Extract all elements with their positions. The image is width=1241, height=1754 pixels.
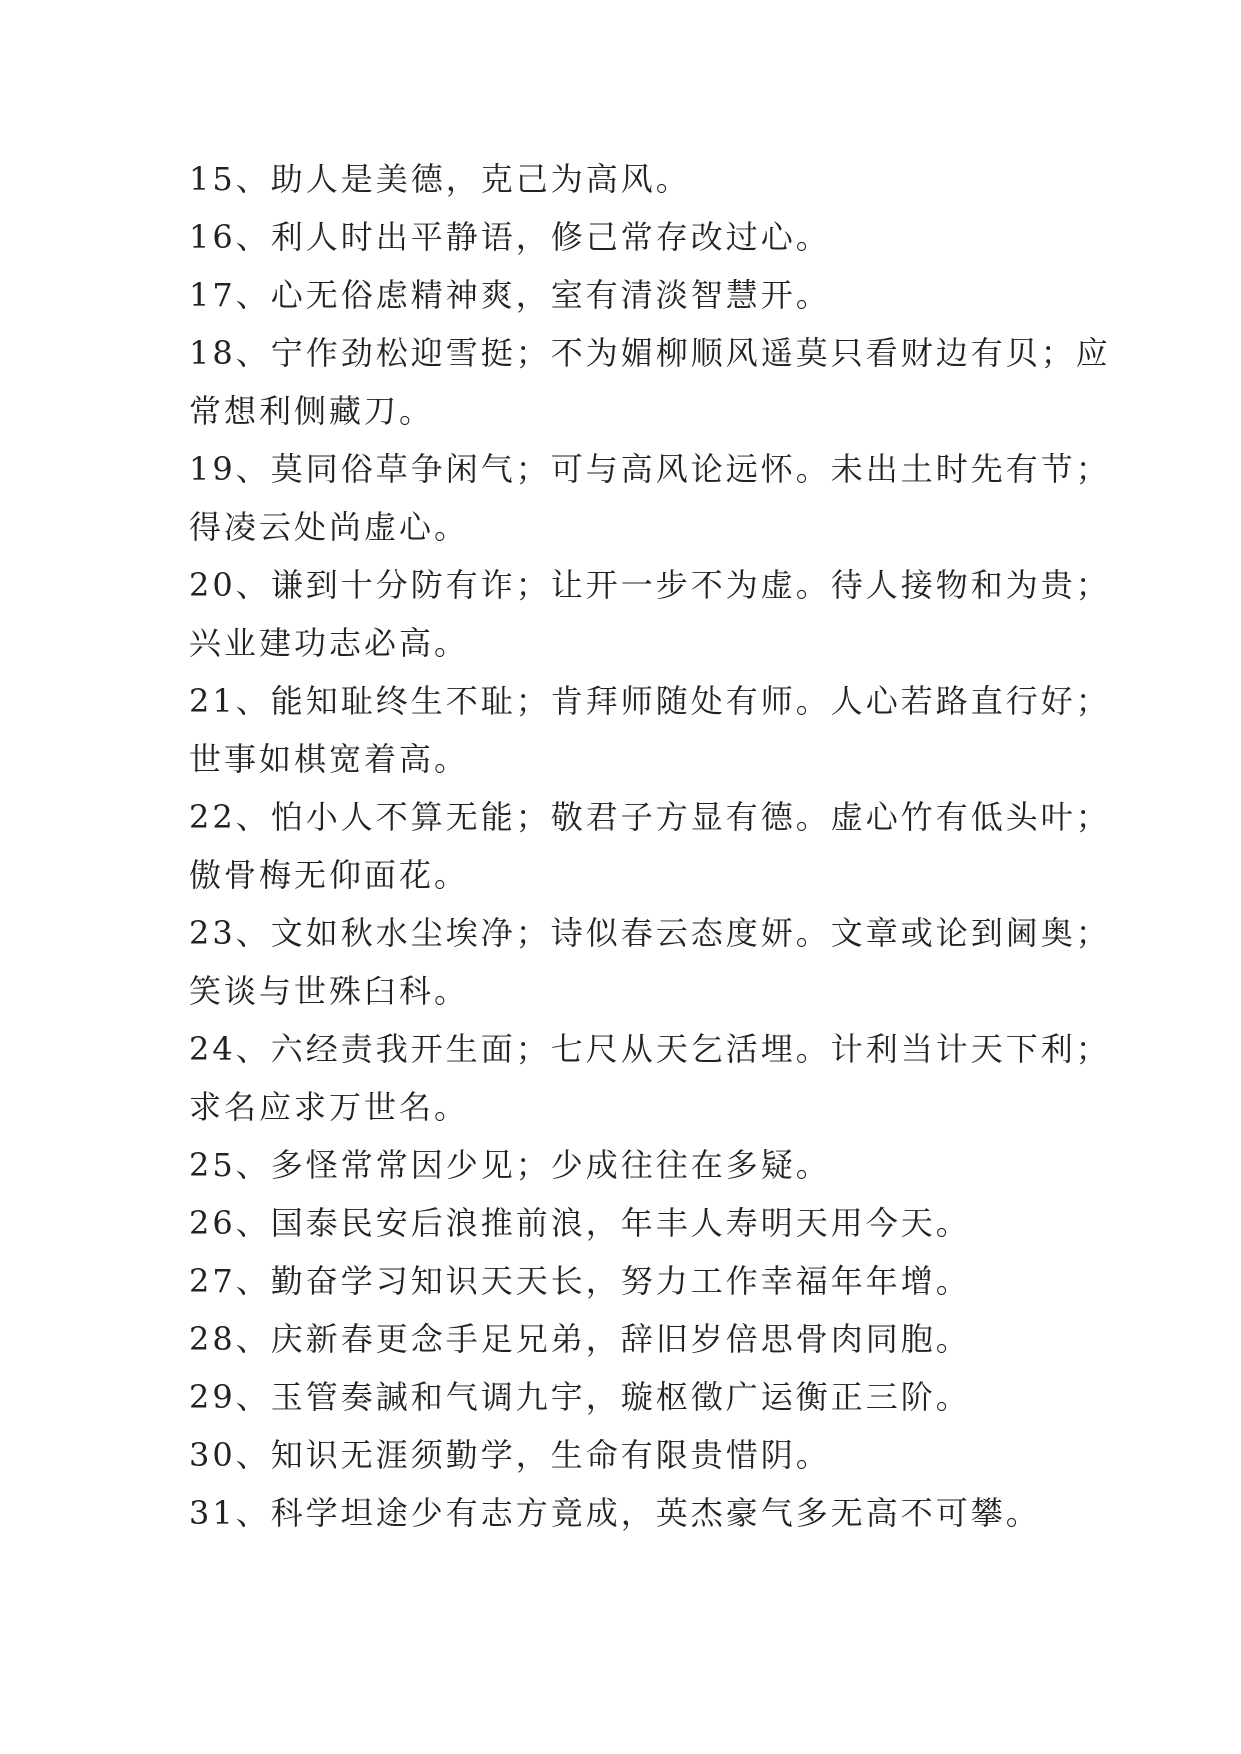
text-line: 16、利人时出平静语，修己常存改过心。 [189,218,831,256]
text-line: 31、科学坦途少有志方竟成，英杰豪气多无高不可攀。 [189,1494,1041,1532]
text-line: 21、能知耻终生不耻；肯拜师随处有师。人心若路直行好； [189,682,1111,720]
text-line: 得凌云处尚虚心。 [189,508,470,546]
text-line: 笑谈与世殊臼科。 [189,972,470,1010]
text-line: 世事如棋宽着高。 [189,740,470,778]
text-line: 20、谦到十分防有诈；让开一步不为虚。待人接物和为贵； [189,566,1111,604]
text-line: 26、国泰民安后浪推前浪，年丰人寿明天用今天。 [189,1204,971,1242]
text-line: 22、怕小人不算无能；敬君子方显有德。虚心竹有低头叶； [189,798,1111,836]
text-line: 27、勤奋学习知识天天长，努力工作幸福年年增。 [189,1262,971,1300]
document-body [189,150,1111,1542]
text-line: 求名应求万世名。 [189,1088,470,1126]
text-line: 18、宁作劲松迎雪挺；不为媚柳顺风遥莫只看财边有贝；应 [189,334,1111,372]
text-line: 17、心无俗虑精神爽，室有清淡智慧开。 [189,276,831,314]
text-line: 23、文如秋水尘埃净；诗似春云态度妍。文章或论到阃奥； [189,914,1111,952]
text-line: 19、莫同俗草争闲气；可与高风论远怀。未出土时先有节； [189,450,1111,488]
text-line: 30、知识无涯须勤学，生命有限贵惜阴。 [189,1436,831,1474]
text-line: 常想利侧藏刀。 [189,392,435,430]
text-line: 兴业建功志必高。 [189,624,470,662]
text-line: 傲骨梅无仰面花。 [189,856,470,894]
text-line: 15、助人是美德，克己为高风。 [189,160,691,198]
text-line: 29、玉管奏諴和气调九宇，璇枢徵广运衡正三阶。 [189,1378,971,1416]
text-line: 24、六经责我开生面；七尺从天乞活埋。计利当计天下利； [189,1030,1111,1068]
text-line: 25、多怪常常因少见；少成往往在多疑。 [189,1146,831,1184]
text-line: 28、庆新春更念手足兄弟，辞旧岁倍思骨肉同胞。 [189,1320,971,1358]
